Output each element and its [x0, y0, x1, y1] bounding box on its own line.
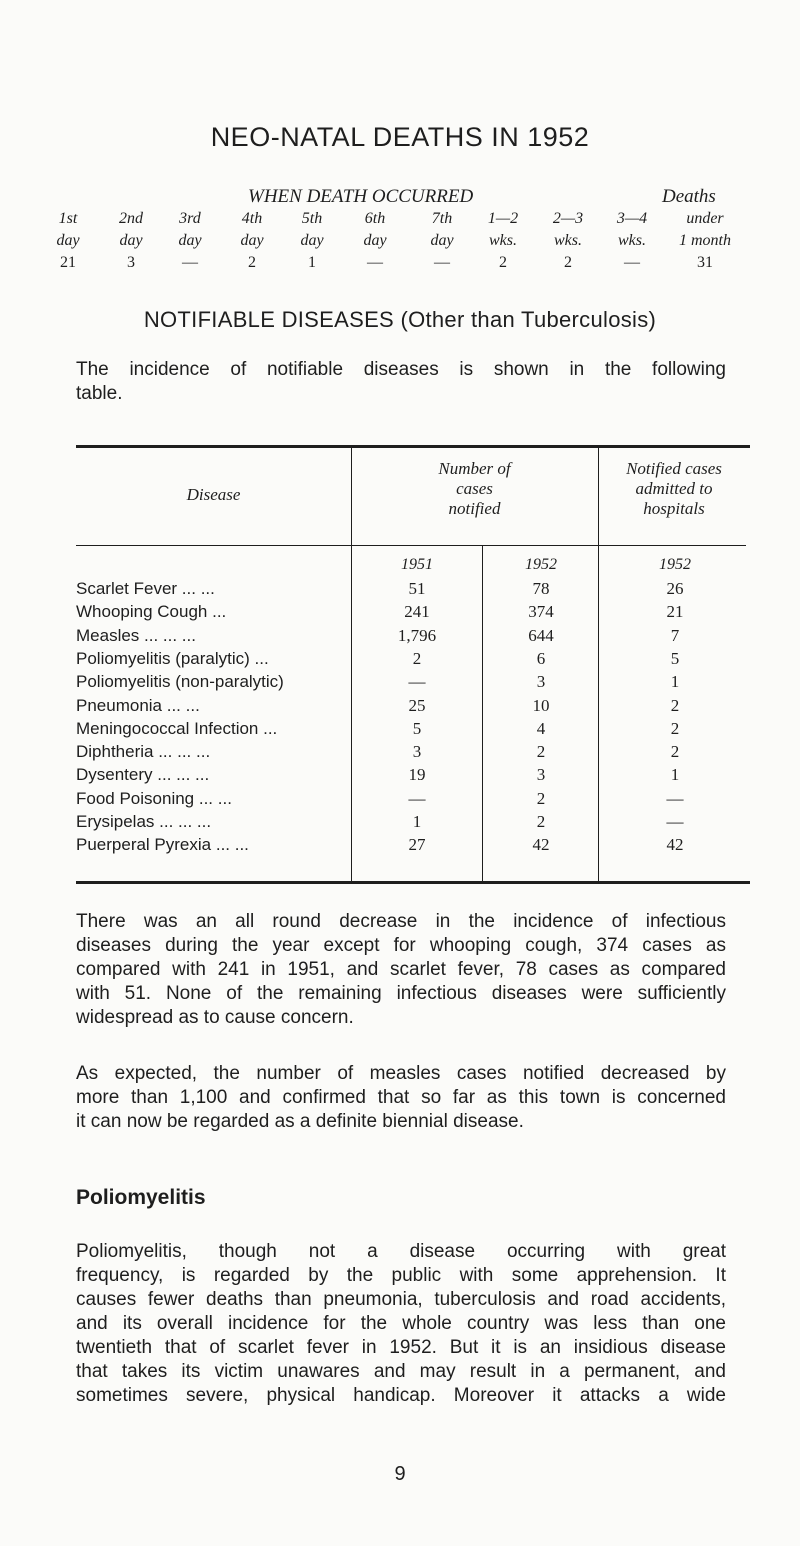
neonatal-column-label: 2nd	[119, 210, 143, 227]
cases-1952: 10	[532, 695, 550, 715]
neonatal-column-label: 6th	[364, 210, 386, 227]
neonatal-column-label: day	[56, 232, 80, 249]
paragraph-line: There was an all round decrease in the incidence of infectious	[76, 911, 726, 932]
neonatal-column-label: day	[119, 232, 143, 249]
paragraph-line: and its overall incidence for the whole country was less than one	[76, 1313, 726, 1334]
admitted-1952: 26	[666, 579, 684, 598]
table-row	[76, 719, 732, 742]
number-header-line: cases	[456, 479, 493, 498]
neonatal-column-label: day	[363, 232, 387, 249]
neonatal-column-label: 1—2	[487, 210, 519, 227]
paragraph-line: more than 1,100 and confirmed that so far as this town is concerned	[76, 1087, 726, 1108]
paragraph-line: Poliomyelitis, though not a disease occurring with great	[76, 1241, 726, 1262]
admitted-1952: 2	[670, 718, 680, 738]
paragraph-line: widespread as to cause concern.	[76, 1007, 354, 1028]
cases-1951: 27	[408, 835, 426, 855]
table-row	[76, 765, 732, 788]
neonatal-count: 2	[248, 254, 256, 271]
intro-line: table.	[76, 383, 123, 404]
neonatal-title: NEO-NATAL DEATHS IN 1952	[210, 122, 590, 152]
disease-name: Food Poisoning ... ...	[76, 788, 232, 808]
neonatal-column-label: day	[300, 232, 324, 249]
neonatal-count: 2	[564, 254, 572, 271]
admitted-header-line: admitted to	[635, 479, 713, 498]
neonatal-count: —	[182, 254, 198, 271]
neonatal-count: —	[624, 254, 640, 271]
cases-1952: 42	[532, 835, 550, 855]
neonatal-count: —	[367, 254, 383, 271]
admitted-1952: 42	[666, 835, 684, 855]
cases-1951: 241	[404, 602, 430, 622]
neonatal-column-label: 1 month	[679, 232, 731, 249]
table-row	[76, 649, 732, 672]
year-1952: 1952	[525, 556, 557, 573]
admitted-1952: 1	[670, 672, 680, 692]
admitted-1952: —	[666, 812, 684, 831]
neonatal-count: 31	[697, 254, 713, 271]
disease-name: Dysentery ... ... ...	[76, 765, 210, 785]
paragraph-line: frequency, is regarded by the public with some apprehension. It	[76, 1265, 726, 1286]
neonatal-count: 2	[499, 254, 507, 271]
paragraph-polio	[76, 1240, 726, 1408]
admitted-header-line: Notified cases	[626, 459, 722, 478]
neonatal-column-label: wks.	[489, 232, 517, 249]
number-header-line: notified	[448, 499, 501, 518]
paragraph-line: causes fewer deaths than pneumonia, tuberculosis and road accidents,	[76, 1289, 726, 1310]
page-number: 9	[394, 1463, 406, 1485]
cases-1951: —	[408, 672, 426, 692]
disease-name: Poliomyelitis (paralytic) ...	[76, 648, 269, 668]
year-1952-admitted: 1952	[659, 556, 691, 573]
intro-paragraph	[76, 358, 726, 406]
disease-name: Diphtheria ... ... ...	[76, 742, 211, 762]
paragraph-line: compared with 241 in 1951, and scarlet fever, 78 cases as compared	[76, 959, 726, 980]
paragraph-line: diseases during the year except for whooping cough, 374 cases as	[76, 935, 726, 956]
intro-line: The incidence of notifiable diseases is shown in the following	[76, 359, 726, 380]
neonatal-column-label: wks.	[618, 232, 646, 249]
table-row	[76, 696, 732, 719]
table-header-rule	[76, 545, 746, 546]
table-row	[76, 812, 732, 835]
cases-1952: 2	[536, 742, 546, 762]
neonatal-column-label: 2—3	[552, 210, 584, 227]
neonatal-column-label: day	[178, 232, 202, 249]
number-header	[351, 459, 598, 519]
cases-1952: 3	[536, 765, 546, 785]
cases-1952: 2	[536, 812, 546, 831]
paragraph-measles	[76, 1062, 726, 1134]
neonatal-column-label: 3rd	[179, 210, 201, 227]
cases-1952: 3	[536, 672, 546, 692]
neonatal-column-label: 3—4	[616, 210, 648, 227]
neonatal-column-label: 1st	[58, 210, 78, 227]
neonatal-column-label: wks.	[554, 232, 582, 249]
cases-1951: 19	[408, 765, 426, 785]
cases-1951: 1	[412, 812, 422, 831]
table-row	[76, 672, 732, 695]
admitted-1952: 2	[670, 695, 680, 715]
deaths-header: Deaths	[662, 186, 716, 207]
cases-1952: 6	[536, 648, 546, 668]
table-row	[76, 626, 732, 649]
disease-name: Poliomyelitis (non-paralytic)	[76, 672, 284, 692]
neonatal-column-label: 4th	[241, 210, 263, 227]
disease-name: Measles ... ... ...	[76, 625, 196, 645]
table-row	[76, 742, 732, 765]
paragraph-line: with 51. None of the remaining infectious diseases were sufficiently	[76, 983, 726, 1004]
cases-1952: 78	[532, 579, 550, 598]
cases-1951: 5	[412, 718, 422, 738]
neonatal-count: —	[434, 254, 450, 271]
cases-1952: 2	[536, 788, 546, 808]
admitted-1952: 2	[670, 742, 680, 762]
disease-name: Pneumonia ... ...	[76, 695, 200, 715]
admitted-1952: —	[666, 788, 684, 808]
admitted-1952: 7	[670, 625, 680, 645]
table-top-rule	[76, 445, 750, 448]
cases-1952: 4	[536, 718, 546, 738]
table-row	[76, 835, 732, 858]
cases-1951: 2	[412, 648, 422, 668]
disease-name: Whooping Cough ...	[76, 602, 227, 622]
neonatal-column-label: day	[430, 232, 454, 249]
admitted-1952: 21	[666, 602, 684, 622]
notifiable-title: NOTIFIABLE DISEASES (Other than Tuberculosis)	[143, 307, 657, 332]
paragraph-line: sometimes severe, physical handicap. Moreover it attacks a wide	[76, 1385, 726, 1406]
number-header-line: Number of	[438, 459, 511, 478]
neonatal-count: 1	[308, 254, 316, 271]
disease-name: Puerperal Pyrexia ... ...	[76, 835, 249, 855]
neonatal-column-label: 7th	[431, 210, 453, 227]
cases-1951: 1,796	[397, 625, 437, 645]
neonatal-column-label: 5th	[301, 210, 323, 227]
paragraph-line: that takes its victim unawares and may result in a permanent, and	[76, 1361, 726, 1382]
disease-name: Erysipelas ... ... ...	[76, 812, 212, 831]
cases-1952: 374	[528, 602, 554, 622]
cases-1952: 644	[528, 625, 554, 645]
paragraph-line: As expected, the number of measles cases notified decreased by	[76, 1063, 726, 1084]
disease-name: Scarlet Fever ... ...	[76, 579, 215, 598]
admitted-1952: 1	[670, 765, 680, 785]
cases-1951: 3	[412, 742, 422, 762]
disease-name: Meningococcal Infection ...	[76, 718, 278, 738]
admitted-1952: 5	[670, 648, 680, 668]
disease-header: Disease	[186, 485, 241, 504]
table-bottom-rule	[76, 881, 750, 884]
cases-1951: —	[408, 788, 426, 808]
table-row	[76, 579, 732, 602]
neonatal-count: 3	[127, 254, 135, 271]
table-row	[76, 789, 732, 812]
admitted-header-line: hospitals	[643, 499, 705, 518]
table-row	[76, 602, 732, 625]
polio-heading: Poliomyelitis	[76, 1186, 206, 1209]
cases-1951: 51	[408, 579, 426, 598]
neonatal-count: 21	[60, 254, 76, 271]
neonatal-column-label: under	[686, 210, 724, 227]
year-1951: 1951	[401, 556, 433, 573]
when-header: WHEN DEATH OCCURRED	[248, 186, 474, 207]
neonatal-column-label: day	[240, 232, 264, 249]
cases-1951: 25	[408, 695, 426, 715]
paragraph-line: twentieth that of scarlet fever in 1952. But it is an insidious disease	[76, 1337, 726, 1358]
paragraph-decrease	[76, 910, 726, 1030]
paragraph-line: it can now be regarded as a definite biennial disease.	[76, 1111, 524, 1132]
admitted-header	[598, 459, 750, 519]
